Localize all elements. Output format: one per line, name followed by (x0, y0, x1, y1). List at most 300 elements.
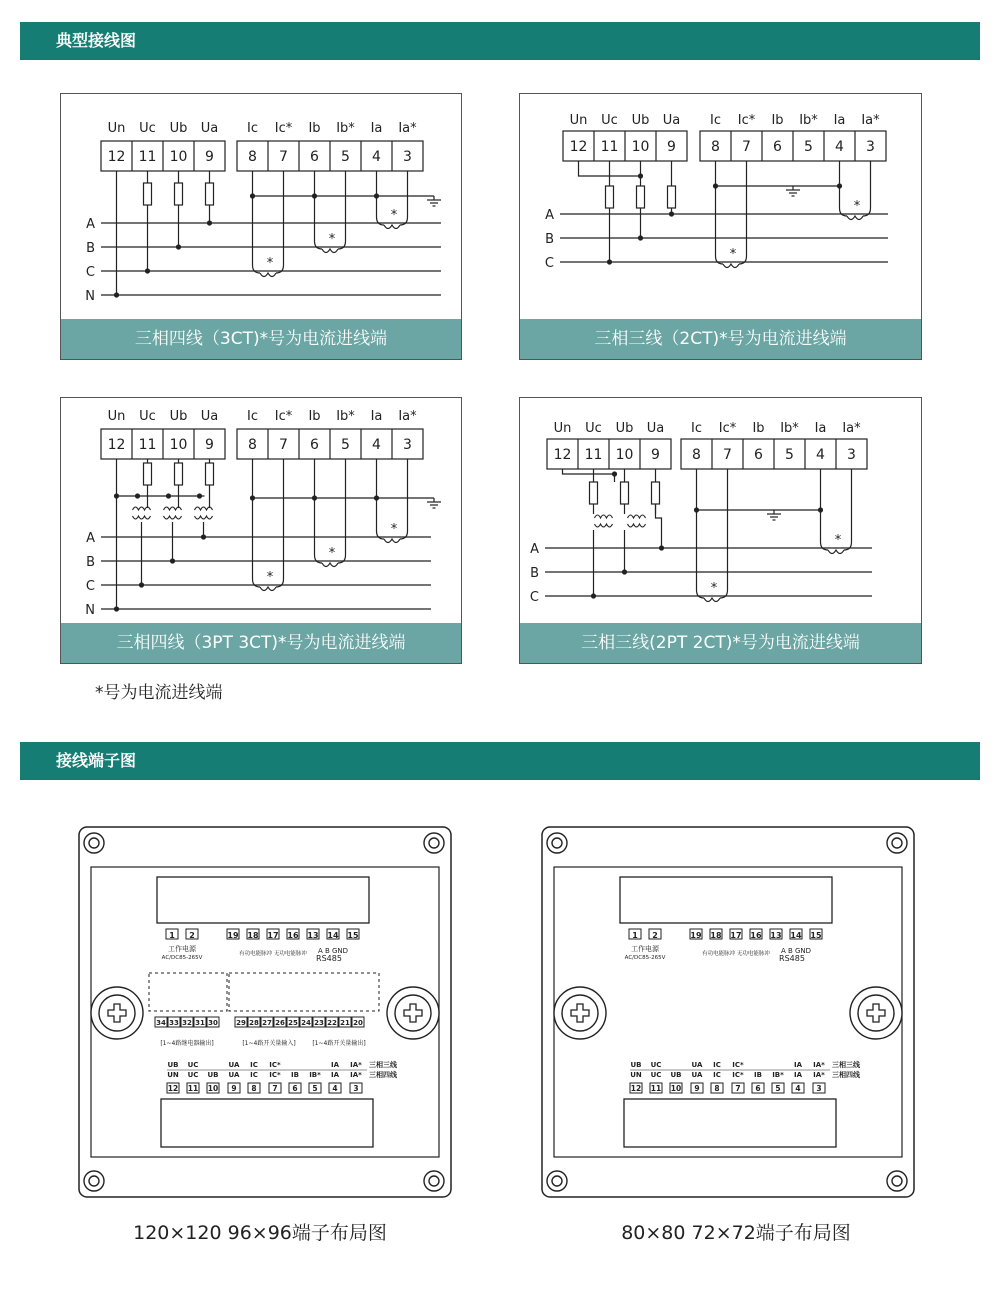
terminal-number: 12 (553, 447, 572, 463)
potential-transformer (628, 524, 646, 527)
mount-hole (429, 1176, 439, 1186)
current-transformer (260, 273, 276, 277)
junction-dot (669, 211, 674, 216)
current-transformer (322, 249, 338, 253)
current-transformer (253, 196, 261, 273)
terminal-number: 16 (287, 931, 299, 940)
terminal-number: 11 (584, 447, 603, 463)
junction-dot (207, 220, 212, 225)
phase-label: B (86, 555, 95, 570)
terminal-number: 3 (866, 139, 875, 155)
connector-window-top (157, 877, 369, 923)
terminal-number: 1 (632, 931, 638, 940)
terminal-label: 工作电源 (168, 945, 196, 953)
terminal-label: UC (650, 1071, 662, 1079)
terminal-label: Un (569, 113, 588, 128)
polarity-star: * (853, 199, 861, 214)
terminal-label: Ia* (861, 113, 880, 128)
terminal-label: Ia* (842, 421, 861, 436)
terminal-number: 31 (195, 1019, 205, 1027)
terminal-number: 9 (667, 139, 676, 155)
terminal-number: 6 (773, 139, 782, 155)
polarity-star: * (266, 256, 274, 271)
current-transformer (276, 196, 284, 273)
diagram-svg (61, 398, 462, 625)
terminal-number: 7 (279, 437, 288, 453)
terminal-number: 7 (742, 139, 751, 155)
terminal-number: 2 (189, 931, 195, 940)
terminal-label: UA (691, 1061, 703, 1069)
connector-window-bottom (161, 1099, 373, 1147)
terminal-number: 5 (341, 149, 350, 165)
terminal-number: 13 (307, 931, 319, 940)
terminal-label: 三相三线 (832, 1061, 860, 1069)
junction-dot (659, 545, 664, 550)
current-transformer (377, 196, 385, 225)
connector-window-top (620, 877, 832, 923)
polarity-star: * (390, 208, 398, 223)
terminal-number: 10 (169, 437, 188, 453)
junction-dot (139, 582, 144, 587)
terminal-number: 6 (292, 1084, 298, 1093)
terminal-number: 5 (775, 1084, 781, 1093)
terminal-number: 9 (231, 1084, 237, 1093)
terminal-number: 9 (205, 149, 214, 165)
diagram-3p3w-2ct (519, 93, 922, 360)
terminal-number: 9 (651, 447, 660, 463)
terminal-label: IB* (309, 1071, 321, 1079)
diagram-3p4w-3ct (60, 93, 462, 360)
terminal-label: IA* (350, 1071, 362, 1079)
terminal-label: Uc (139, 121, 156, 136)
mount-hole (892, 838, 902, 848)
fuse (206, 183, 214, 205)
terminal-label: IC* (269, 1061, 281, 1069)
current-transformer (253, 498, 261, 587)
terminal-number: 11 (138, 437, 157, 453)
terminal-label: Ic (710, 113, 721, 128)
terminal-label: 有功电能脉冲 无功电能脉冲 (702, 951, 770, 957)
terminal-label: Ua (646, 421, 665, 436)
terminal-label: Ic* (718, 421, 737, 436)
current-transformer (863, 186, 871, 216)
mount-hole (89, 1176, 99, 1186)
terminal-label: Ib (308, 409, 321, 424)
terminal-number: 5 (804, 139, 813, 155)
current-transformer (260, 587, 276, 591)
diagram-3p3w-2pt-2ct (519, 397, 922, 664)
terminal-label: UA (228, 1071, 240, 1079)
potential-transformer (628, 515, 646, 518)
current-transformer (400, 498, 408, 539)
terminal-number: 33 (169, 1019, 179, 1027)
terminal-label: Ic (247, 409, 258, 424)
terminal-label: Ic (691, 421, 702, 436)
terminal-label: [1~4路继电器输出] (160, 1040, 214, 1047)
terminal-number: 18 (247, 931, 259, 940)
terminal-number: 8 (692, 447, 701, 463)
terminal-label: IB (291, 1071, 299, 1079)
potential-transformer (595, 515, 613, 518)
option-slot (229, 973, 379, 1011)
terminal-label: Ia (814, 421, 827, 436)
terminal-number: 8 (714, 1084, 720, 1093)
terminal-label: Ua (662, 113, 681, 128)
terminal-number: 5 (312, 1084, 318, 1093)
terminal-number: 12 (107, 149, 126, 165)
phase-label: B (545, 232, 554, 247)
current-transformer (704, 598, 720, 602)
phase-label: N (85, 289, 95, 304)
current-transformer (400, 196, 408, 225)
terminal-label: IA* (813, 1071, 825, 1079)
fuse (144, 463, 152, 485)
polarity-star: * (729, 247, 737, 262)
diagram-caption: 三相三线（2CT)*号为电流进线端 (520, 319, 921, 359)
potential-transformer (164, 507, 182, 510)
terminal-label: Ib (752, 421, 765, 436)
junction-dot (638, 235, 643, 240)
terminal-number: 13 (770, 931, 782, 940)
terminal-number: 8 (251, 1084, 257, 1093)
terminal-label: Uc (601, 113, 618, 128)
terminal-label: Uc (585, 421, 602, 436)
terminal-label: UC (187, 1061, 199, 1069)
current-transformer (723, 264, 739, 268)
phase-label: B (86, 241, 95, 256)
terminal-label: IA* (350, 1061, 362, 1069)
terminal-number: 4 (372, 437, 381, 453)
current-transformer (720, 510, 728, 598)
current-transformer (739, 186, 747, 264)
terminal-label: Ib (308, 121, 321, 136)
meter-back-small (540, 825, 920, 1199)
fuse (175, 183, 183, 205)
terminal-label: Uc (139, 409, 156, 424)
junction-dot (166, 493, 171, 498)
current-input-note: *号为电流进线端 (95, 683, 223, 703)
fuse (144, 183, 152, 205)
fuse (652, 482, 660, 504)
meter-back-large (77, 825, 457, 1199)
terminal-label: 有功电能脉冲 无功电能脉冲 (239, 951, 307, 957)
terminal-label: 三相四线 (369, 1071, 397, 1079)
terminal-number: 32 (182, 1019, 192, 1027)
terminal-number: 6 (755, 1084, 761, 1093)
terminal-label: Ua (200, 409, 219, 424)
phase-label: A (86, 531, 95, 546)
terminal-label: IC* (732, 1071, 744, 1079)
phase-label: A (530, 542, 539, 557)
terminal-label: IC (250, 1061, 258, 1069)
terminal-number: 8 (711, 139, 720, 155)
terminal-number: 15 (347, 931, 359, 940)
terminal-label: UB (630, 1061, 642, 1069)
mount-hole (547, 1171, 567, 1191)
junction-dot (201, 534, 206, 539)
phase-label: N (85, 603, 95, 618)
junction-dot (607, 259, 612, 264)
terminal-label: UN (630, 1071, 642, 1079)
terminal-number: 5 (785, 447, 794, 463)
junction-dot (114, 493, 119, 498)
terminal-label: UC (650, 1061, 662, 1069)
terminal-number: 3 (816, 1084, 822, 1093)
connector-window-bottom (624, 1099, 836, 1147)
terminal-number: 19 (690, 931, 702, 940)
terminal-label: A B GND (780, 947, 812, 955)
terminal-number: 7 (272, 1084, 278, 1093)
current-transformer (377, 498, 385, 539)
junction-dot (114, 606, 119, 611)
terminal-number: 6 (310, 149, 319, 165)
terminal-label: IC (713, 1071, 721, 1079)
terminal-label: UB (207, 1071, 219, 1079)
terminal-number: 10 (631, 139, 650, 155)
terminal-number: 19 (227, 931, 239, 940)
terminal-number: 11 (138, 149, 157, 165)
phase-label: A (86, 217, 95, 232)
terminal-number: 11 (600, 139, 619, 155)
terminal-label: Ib* (780, 421, 799, 436)
terminal-label: Ic* (274, 409, 293, 424)
terminal-label: IA (330, 1061, 340, 1069)
polarity-star: * (328, 232, 336, 247)
terminal-label: [1~4路开关量输出] (312, 1040, 366, 1047)
mount-hole (892, 1176, 902, 1186)
terminal-number: 3 (403, 437, 412, 453)
terminal-label: Ic* (737, 113, 756, 128)
terminal-number: 15 (810, 931, 822, 940)
junction-dot (197, 493, 202, 498)
junction-dot (591, 593, 596, 598)
potential-transformer (195, 507, 213, 510)
diagram-caption: 三相三线(2PT 2CT)*号为电流进线端 (520, 623, 921, 663)
terminal-number: 4 (372, 149, 381, 165)
terminal-number: 17 (730, 931, 742, 940)
current-transformer (338, 498, 346, 563)
terminal-label: UA (228, 1061, 240, 1069)
terminal-number: 3 (403, 149, 412, 165)
terminal-number: 12 (630, 1084, 642, 1093)
terminal-number: 14 (327, 931, 339, 940)
potential-transformer (595, 524, 613, 527)
terminal-number: 7 (735, 1084, 741, 1093)
mount-hole (887, 1171, 907, 1191)
current-transformer (276, 498, 284, 587)
fuse (206, 463, 214, 485)
current-transformer (716, 186, 724, 264)
potential-transformer (133, 516, 151, 519)
terminal-label: IA* (813, 1061, 825, 1069)
terminal-number: 4 (795, 1084, 801, 1093)
mount-hole (84, 1171, 104, 1191)
terminal-number: 5 (341, 437, 350, 453)
mount-hole (89, 838, 99, 848)
terminal-label: UB (670, 1071, 682, 1079)
terminal-label: IB (754, 1071, 762, 1079)
terminal-number: 29 (236, 1019, 246, 1027)
terminal-number: 12 (107, 437, 126, 453)
terminal-number: 25 (288, 1019, 298, 1027)
terminal-number: 6 (754, 447, 763, 463)
terminal-label: AC/DC85-265V (624, 955, 666, 961)
meter-caption-large: 120×120 96×96端子布局图 (133, 1222, 387, 1244)
terminal-label: Ic* (274, 121, 293, 136)
terminal-label: RS485 (316, 954, 342, 963)
terminal-number: 8 (248, 149, 257, 165)
terminal-number: 10 (207, 1084, 219, 1093)
option-slot (149, 973, 227, 1011)
terminal-label: IC (250, 1071, 258, 1079)
terminal-label: AC/DC85-265V (161, 955, 203, 961)
mount-hole (424, 833, 444, 853)
junction-dot (170, 558, 175, 563)
potential-transformer (164, 516, 182, 519)
current-transformer (322, 563, 338, 567)
terminal-number: 4 (835, 139, 844, 155)
diagram-svg (520, 94, 922, 321)
phase-label: C (544, 256, 554, 271)
terminal-label: Un (107, 409, 126, 424)
diagram-3p4w-3pt-3ct (60, 397, 462, 664)
current-transformer (844, 510, 852, 550)
terminal-number: 26 (275, 1019, 285, 1027)
terminal-label: 工作电源 (631, 945, 659, 953)
terminal-label: Ia (833, 113, 846, 128)
fuse (590, 482, 598, 504)
wire (563, 469, 615, 482)
terminal-label: RS485 (779, 954, 805, 963)
terminal-label: Ub (615, 421, 634, 436)
terminal-number: 11 (650, 1084, 662, 1093)
terminal-number: 17 (267, 931, 279, 940)
section-header-wiring: 典型接线图 (20, 22, 980, 60)
diagram-svg (61, 94, 462, 321)
terminal-number: 34 (156, 1019, 166, 1027)
terminal-label: UB (167, 1061, 179, 1069)
terminal-number: 18 (710, 931, 722, 940)
fuse (637, 186, 645, 208)
terminal-label: A B GND (317, 947, 349, 955)
terminal-label: IB* (772, 1071, 784, 1079)
polarity-star: * (390, 522, 398, 537)
terminal-label: [1~4路开关量输入] (242, 1040, 296, 1047)
terminal-label: IA (793, 1061, 803, 1069)
terminal-label: Ib (771, 113, 784, 128)
phase-label: B (530, 566, 539, 581)
fuse (621, 482, 629, 504)
section-header-terminals: 接线端子图 (20, 742, 980, 780)
terminal-label: 三相四线 (832, 1071, 860, 1079)
phase-label: A (545, 208, 554, 223)
mount-hole (552, 1176, 562, 1186)
terminal-number: 23 (314, 1019, 324, 1027)
junction-dot (135, 493, 140, 498)
mount-hole (552, 838, 562, 848)
polarity-star: * (834, 533, 842, 548)
terminal-number: 12 (167, 1084, 179, 1093)
potential-transformer (195, 516, 213, 519)
terminal-label: Un (107, 121, 126, 136)
terminal-number: 9 (205, 437, 214, 453)
mount-hole (887, 833, 907, 853)
terminal-number: 22 (327, 1019, 337, 1027)
terminal-label: Ua (200, 121, 219, 136)
current-transformer (315, 498, 323, 563)
terminal-label: UC (187, 1071, 199, 1079)
terminal-label: 三相三线 (369, 1061, 397, 1069)
junction-dot (612, 471, 617, 476)
terminal-label: Ib* (799, 113, 818, 128)
terminal-number: 8 (248, 437, 257, 453)
terminal-label: Ia (370, 409, 383, 424)
terminal-number: 24 (301, 1019, 311, 1027)
terminal-number: 30 (208, 1019, 218, 1027)
terminal-label: Ia (370, 121, 383, 136)
terminal-label: IC (713, 1061, 721, 1069)
phase-label: C (85, 265, 95, 280)
terminal-number: 7 (723, 447, 732, 463)
terminal-label: IC* (732, 1061, 744, 1069)
junction-dot (622, 569, 627, 574)
phase-label: C (85, 579, 95, 594)
mount-hole (547, 833, 567, 853)
current-transformer (697, 510, 705, 598)
junction-dot (176, 244, 181, 249)
current-transformer (384, 539, 400, 543)
terminal-label: Ub (169, 409, 188, 424)
terminal-number: 21 (340, 1019, 350, 1027)
terminal-number: 20 (353, 1019, 363, 1027)
terminal-label: UN (167, 1071, 179, 1079)
potential-transformer (133, 507, 151, 510)
current-transformer (828, 550, 844, 554)
terminal-number: 14 (790, 931, 802, 940)
terminal-label: Ub (631, 113, 650, 128)
terminal-number: 3 (353, 1084, 359, 1093)
current-transformer (847, 216, 863, 220)
mount-hole (424, 1171, 444, 1191)
terminal-label: Ib* (336, 121, 355, 136)
junction-dot (145, 268, 150, 273)
terminal-label: Ub (169, 121, 188, 136)
terminal-number: 4 (816, 447, 825, 463)
terminal-label: Ia* (398, 121, 417, 136)
polarity-star: * (710, 581, 718, 596)
terminal-number: 11 (187, 1084, 199, 1093)
terminal-number: 27 (262, 1019, 272, 1027)
fuse (668, 186, 676, 208)
mount-hole (84, 833, 104, 853)
terminal-label: Ic (247, 121, 258, 136)
diagram-caption: 三相四线（3PT 3CT)*号为电流进线端 (61, 623, 461, 663)
polarity-star: * (328, 546, 336, 561)
wire (656, 504, 662, 548)
terminal-number: 16 (750, 931, 762, 940)
current-transformer (821, 510, 829, 550)
fuse (606, 186, 614, 208)
terminal-label: Ia* (398, 409, 417, 424)
terminal-number: 10 (615, 447, 634, 463)
junction-dot (114, 292, 119, 297)
terminal-label: Un (553, 421, 572, 436)
terminal-number: 1 (169, 931, 175, 940)
terminal-label: IA (330, 1071, 340, 1079)
fuse (175, 463, 183, 485)
diagram-caption: 三相四线（3CT)*号为电流进线端 (61, 319, 461, 359)
terminal-number: 28 (249, 1019, 259, 1027)
